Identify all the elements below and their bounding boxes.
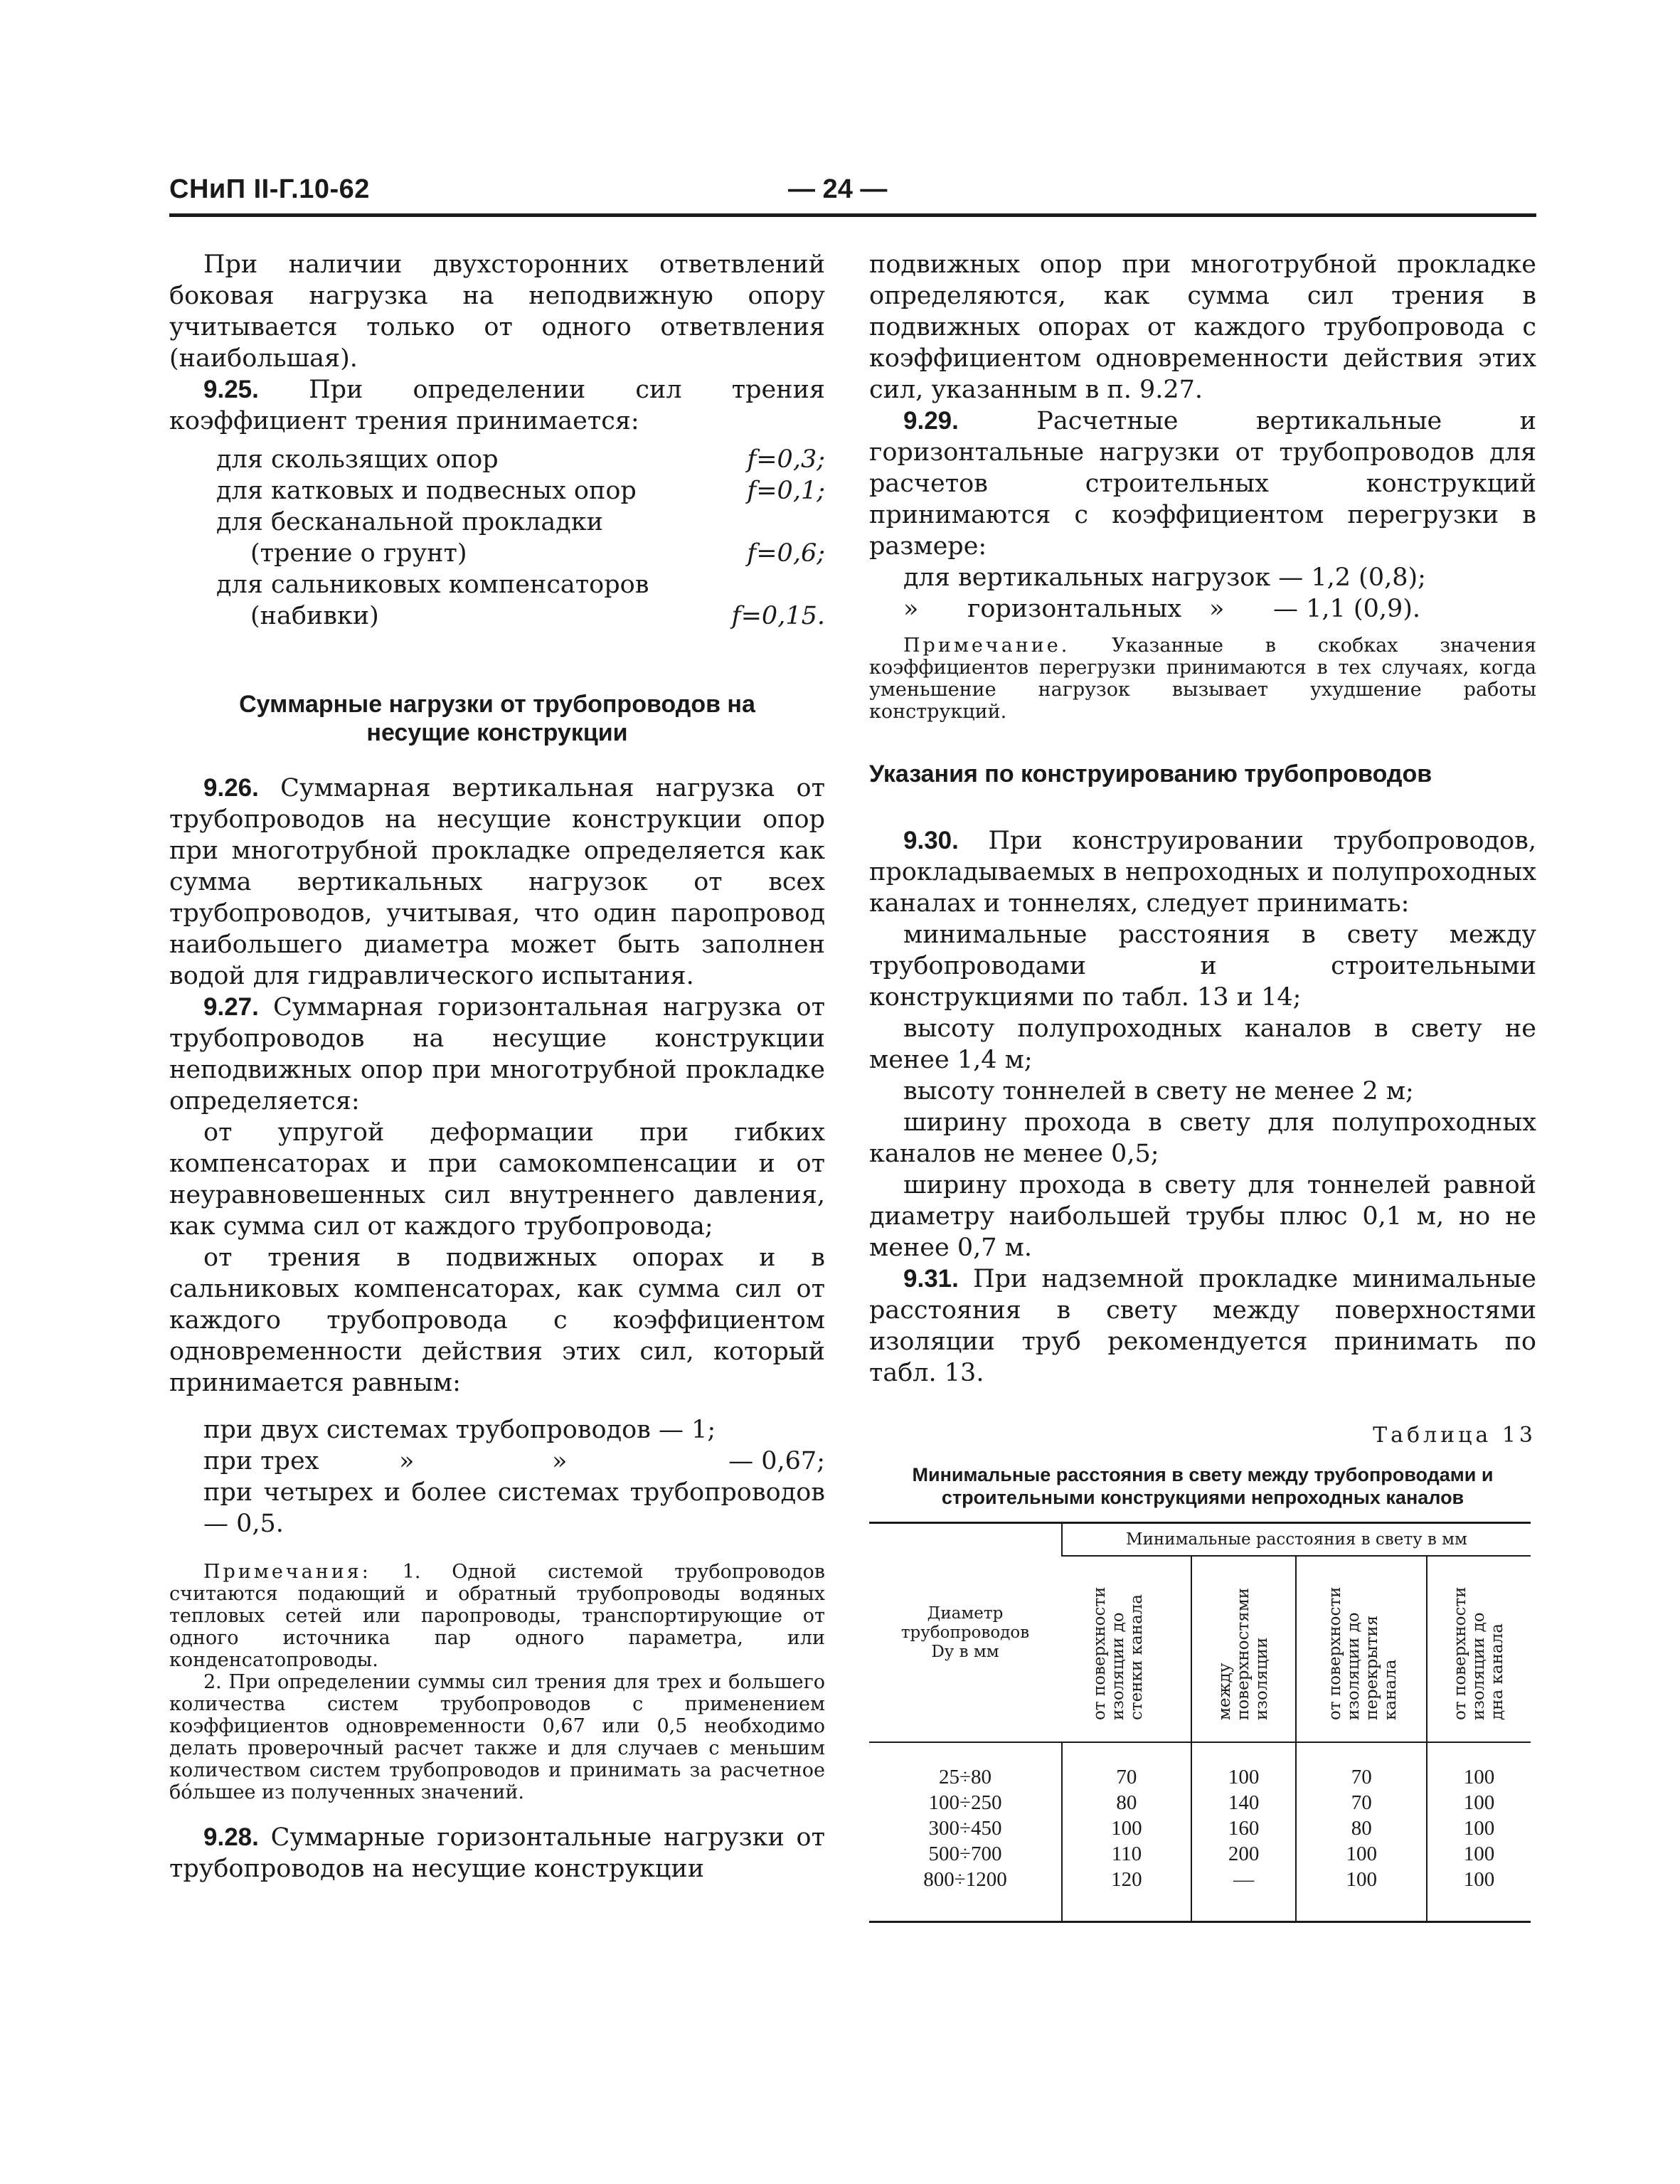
- clause-text: При конструировании трубопроводов, прокладываемых в непроходных и полупроходных каналах и тоннелях, следует принимать:: [869, 827, 1536, 918]
- cell: 200: [1191, 1841, 1297, 1867]
- clause-text: При определении сил трения коэффициент трения принимается:: [169, 376, 825, 435]
- table-row: [869, 1742, 1531, 1790]
- paragraph-9-29: [869, 405, 1536, 562]
- paragraph-9-30d: ширину прохода в свету для полупроходных каналов не менее 0,5;: [869, 1108, 1536, 1168]
- col-header: [1191, 1556, 1297, 1742]
- cell: 100: [1191, 1742, 1297, 1790]
- table-13: [869, 1522, 1531, 1923]
- friction-row: [216, 538, 825, 569]
- friction-row: [216, 569, 825, 600]
- section-heading-design: Указания по конструированию трубопроводов: [869, 760, 1432, 788]
- friction-row: [216, 444, 825, 475]
- col-header-text: от поверхности изоляции до стенки канала: [1090, 1586, 1147, 1720]
- paragraph-9-28: [169, 1822, 825, 1885]
- clause-text: Расчетные вертикальные и горизонтальные нагрузки от трубопроводов для расчетов строительных конструкций принимаются с коэффициентом перегрузки в размере:: [869, 407, 1536, 561]
- cell: 80: [1296, 1815, 1427, 1841]
- paragraph-9-30c: высоту тоннелей в свету не менее 2 м;: [903, 1077, 1414, 1106]
- clause-number: 9.31.: [903, 1265, 959, 1293]
- cell: 100: [1427, 1742, 1531, 1790]
- left-column: [169, 249, 825, 1885]
- section-heading-loads: Суммарные нагрузки от трубопроводов на несущие конструкции: [239, 691, 755, 746]
- friction-label: для катковых и подвесных опор: [216, 477, 637, 505]
- clause-number: 9.29.: [903, 407, 959, 435]
- document-code: СНиП II-Г.10-62: [169, 174, 370, 204]
- col-header: [1427, 1556, 1531, 1742]
- diameter-header-text: Диаметр трубопроводов Dу в мм: [900, 1603, 1030, 1661]
- cell: 140: [1191, 1790, 1297, 1815]
- cell: —: [1191, 1867, 1297, 1922]
- paragraph-branches: При наличии двухсторонних ответвлений боковая нагрузка на неподвижную опору учитывается только от одного ответвления (наибольшая).: [169, 250, 825, 373]
- note-1: [169, 1561, 825, 1671]
- load-vertical: для вертикальных нагрузок — 1,2 (0,8);: [903, 563, 1426, 592]
- friction-value: f=0,3;: [747, 445, 825, 474]
- col-header: [1296, 1556, 1427, 1742]
- friction-row: [216, 475, 825, 507]
- systems-three: [203, 1446, 825, 1477]
- friction-label: для бесканальной прокладки: [216, 508, 603, 536]
- paragraph-9-30e: ширину прохода в свету для тоннелей равной диаметру наибольшей трубы плюс 0,1 м, но не менее 0,7 м.: [869, 1171, 1536, 1262]
- cell: 100: [1296, 1867, 1427, 1922]
- table-row: [869, 1841, 1531, 1867]
- cell-diameter: 100÷250: [928, 1791, 1002, 1814]
- cell: 100: [1427, 1841, 1531, 1867]
- notes-block: [169, 1561, 825, 1803]
- cell-diameter: 25÷80: [939, 1766, 991, 1788]
- friction-value: f=0,6;: [747, 539, 825, 568]
- paragraph-9-28-cont: подвижных опор при многотрубной прокладке определяются, как сумма сил трения в подвижных опорах от каждого трубопровода с коэффициентом одновременности действия этих сил, указанным в п. 9.27.: [869, 250, 1536, 404]
- cell: 120: [1062, 1867, 1191, 1922]
- load-horizontal: [903, 593, 1536, 625]
- friction-value: f=0,1;: [747, 477, 825, 505]
- paragraph-9-30b: высоту полупроходных каналов в свету не менее 1,4 м;: [869, 1014, 1536, 1074]
- table-caption: Таблица 13: [1373, 1423, 1536, 1448]
- cell: 70: [1062, 1742, 1191, 1790]
- ditto-mark: »: [903, 595, 919, 623]
- clause-text: Суммарная вертикальная нагрузка от трубопроводов на несущие конструкции опор при многотрубной прокладке определяется как сумма вертикальных нагрузок от всех трубопроводов, учитывая, что один паропровод наибольшего диаметра может быть заполнен водой для гидравлического испытания.: [169, 774, 825, 990]
- diameter-header: [869, 1523, 1062, 1743]
- load-coefficients: [903, 562, 1536, 625]
- cell: 110: [1062, 1841, 1191, 1867]
- paragraph-9-27b: от трения в подвижных опорах и в сальниковых компенсаторах, как сумма сил от каждого трубопровода с коэффициентом одновременности действия этих сил, который принимается равным:: [169, 1244, 825, 1397]
- clause-number: 9.28.: [203, 1823, 259, 1851]
- col-header-text: от поверхности изоляции до дна канала: [1450, 1586, 1506, 1720]
- note-label: Примечание.: [903, 635, 1070, 657]
- clause-number: 9.26.: [203, 774, 259, 802]
- friction-label: для сальниковых компенсаторов: [216, 571, 649, 599]
- cell: 70: [1296, 1742, 1427, 1790]
- note-2: 2. При определении суммы сил трения для трех и большего количества систем трубопроводов с применением коэффициентов одновременности 0,67 или 0,5 необходимо делать проверочный расчет также и для случаев с меньшим количеством систем трубопроводов и принимать за расчетное бóльшее из полученных значений.: [169, 1671, 825, 1803]
- page-number: — 24 —: [788, 174, 888, 204]
- cell: 100: [1427, 1867, 1531, 1922]
- systems-list: [203, 1414, 825, 1539]
- friction-list: [216, 444, 825, 632]
- clause-text: При надземной прокладке минимальные расстояния в свету между поверхностями изоляции труб рекомендуется принимать по табл. 13.: [869, 1265, 1536, 1387]
- paragraph-9-27: [169, 992, 825, 1117]
- table-row: [869, 1790, 1531, 1815]
- table-row: [869, 1867, 1531, 1922]
- cell: 160: [1191, 1815, 1297, 1841]
- table-row: [869, 1815, 1531, 1841]
- load-horizontal-value: — 1,1 (0,9).: [1273, 595, 1421, 623]
- table-13-block: [869, 1423, 1536, 1923]
- paragraph-9-30a: минимальные расстояния в свету между трубопроводами и строительными конструкциями по табл. 13 и 14;: [869, 921, 1536, 1012]
- systems-two: при двух системах трубопроводов — 1;: [203, 1416, 716, 1444]
- clause-text: Суммарная горизонтальная нагрузка от трубопроводов на несущие конструкции неподвижных опор при многотрубной прокладке определяется:: [169, 993, 825, 1115]
- col-header: [1062, 1556, 1191, 1742]
- cell: 80: [1062, 1790, 1191, 1815]
- col-header-text: от поверхности изоляции до перекрытия канала: [1326, 1586, 1400, 1720]
- cell-diameter: 300÷450: [928, 1817, 1002, 1840]
- clause-number: 9.25.: [203, 376, 259, 403]
- paragraph-9-27a: от упругой деформации при гибких компенсаторах и при самокомпенсации и от неуравновешенных сил внутреннего давления, как сумма сил от каждого трубопровода;: [169, 1118, 825, 1241]
- friction-label: для скользящих опор: [216, 445, 499, 474]
- systems-three-label: при трех: [203, 1447, 319, 1475]
- paragraph-9-26: [169, 773, 825, 992]
- cell: 100: [1062, 1815, 1191, 1841]
- table-title: Минимальные расстояния в свету между трубопроводами и строительными конструкциями непроходных каналов: [912, 1464, 1494, 1508]
- friction-row: [216, 600, 825, 632]
- friction-label: (набивки): [250, 602, 379, 630]
- load-horizontal-label: горизонтальных: [967, 595, 1182, 623]
- ditto-mark: »: [1209, 595, 1225, 623]
- ditto-mark: »: [399, 1447, 415, 1475]
- friction-label: (трение о грунт): [250, 539, 467, 568]
- note-1-text: 1. Одной системой трубопроводов считаются подающий и обратный трубопроводы водяных тепловых сетей или паропроводы, транспортирующие от одного источника пар одного параметра, или конденсатопроводы.: [169, 1561, 825, 1671]
- cell: 70: [1296, 1790, 1427, 1815]
- systems-three-value: — 0,67;: [728, 1447, 825, 1475]
- paragraph-9-25: [169, 374, 825, 437]
- cell: 100: [1427, 1815, 1531, 1841]
- cell: 100: [1427, 1790, 1531, 1815]
- right-column: [869, 249, 1536, 1923]
- group-header: Минимальные расстояния в свету в мм: [1062, 1523, 1531, 1557]
- header-rule: [169, 213, 1536, 217]
- ditto-mark: »: [552, 1447, 568, 1475]
- page-header: [169, 174, 1536, 217]
- friction-value: f=0,15.: [731, 602, 825, 630]
- clause-text: Суммарные горизонтальные нагрузки от трубопроводов на несущие конструкции: [169, 1823, 825, 1883]
- note-9-29: [869, 635, 1536, 723]
- cell-diameter: 800÷1200: [869, 1867, 1062, 1922]
- paragraph-9-31: [869, 1263, 1536, 1389]
- note-text: Указанные в скобках значения коэффициентов перегрузки принимаются в тех случаях, когда уменьшение нагрузок вызывает ухудшение работы конструкций.: [869, 635, 1536, 723]
- cell: 100: [1296, 1841, 1427, 1867]
- col-header-text: между поверхностями изоляции: [1215, 1588, 1271, 1720]
- paragraph-9-30: [869, 825, 1536, 919]
- cell-diameter: 500÷700: [928, 1843, 1002, 1865]
- friction-row: [216, 507, 825, 538]
- clause-number: 9.27.: [203, 993, 259, 1021]
- clause-number: 9.30.: [903, 827, 959, 854]
- systems-four: при четырех и более системах трубопроводов — 0,5.: [203, 1478, 825, 1538]
- notes-label: Примечания:: [203, 1561, 371, 1583]
